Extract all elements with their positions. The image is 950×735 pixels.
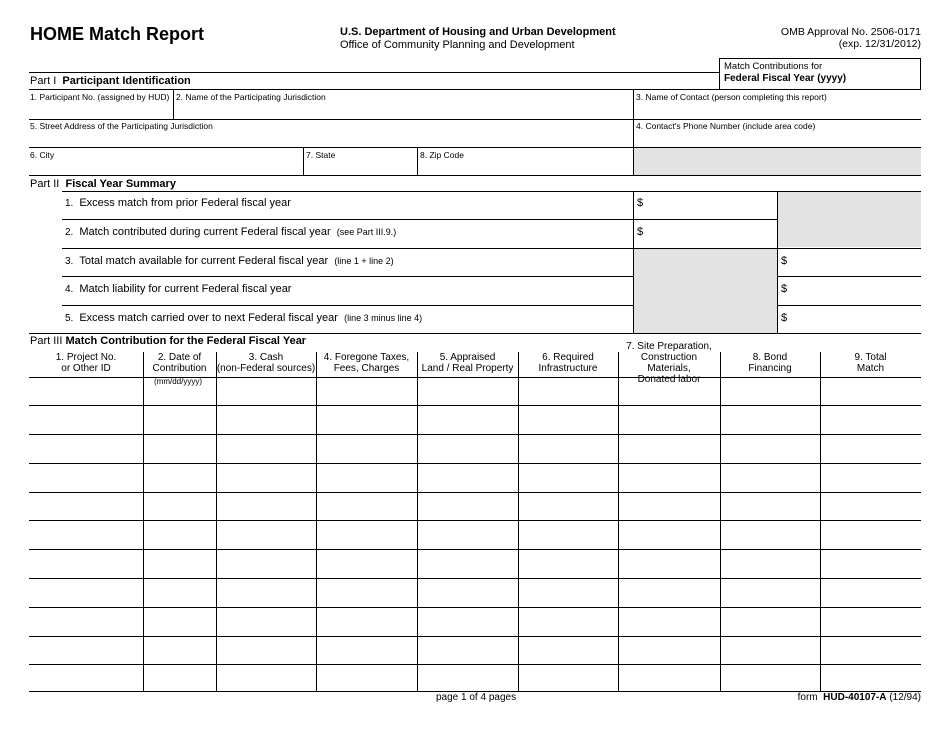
match-box-label: Match Contributions for: [724, 61, 823, 72]
column-header-5: 5. Appraised Land / Real Property: [421, 352, 514, 374]
summary-line-5-amount[interactable]: $: [781, 312, 788, 324]
street-address-field[interactable]: 5. Street Address of the Participating Jurisdiction: [30, 121, 213, 131]
summary-line-1: 1. Excess match from prior Federal fiscal year: [65, 197, 291, 209]
agency-line2: Office of Community Planning and Development: [340, 39, 575, 51]
column-header-4: 4. Foregone Taxes, Fees, Charges: [323, 352, 410, 374]
form-id: form HUD-40107-A (12/94): [797, 692, 921, 703]
omb-number: OMB Approval No. 2506-0171: [780, 26, 921, 38]
part2-label: Part II: [30, 178, 60, 190]
summary-line-4-amount[interactable]: $: [781, 283, 788, 295]
shaded-cell: [634, 148, 921, 175]
part2-header: [30, 178, 176, 190]
part1-header: [30, 75, 191, 87]
shaded-cell: [634, 249, 777, 333]
summary-line-2: 2. Match contributed during current Federal fiscal year (see Part III.9.): [65, 226, 397, 238]
column-header-8: 8. Bond Financing: [748, 352, 792, 374]
column-header-2: 2. Date of Contribution: [152, 352, 207, 374]
table-row[interactable]: [29, 607, 921, 608]
table-row[interactable]: [29, 434, 921, 435]
contact-phone-field[interactable]: 4. Contact's Phone Number (include area code): [636, 121, 816, 131]
column-header-1: 1. Project No. or Other ID: [55, 352, 117, 374]
agency-line1: U.S. Department of Housing and Urban Development: [340, 26, 616, 38]
part2-title: Fiscal Year Summary: [65, 178, 176, 190]
summary-line-3-amount[interactable]: $: [781, 255, 788, 267]
contact-name-field[interactable]: 3. Name of Contact (person completing this report): [636, 92, 827, 102]
part1-title: Participant Identification: [62, 75, 191, 87]
zip-code-field[interactable]: 8. Zip Code: [420, 150, 464, 160]
table-row[interactable]: [29, 664, 921, 665]
city-field[interactable]: 6. City: [30, 150, 55, 160]
summary-line-2-amount[interactable]: $: [637, 226, 644, 238]
summary-line-5: 5. Excess match carried over to next Federal fiscal year (line 3 minus line 4): [65, 312, 423, 324]
match-fiscal-year-box[interactable]: [719, 58, 921, 90]
part1-label: Part I: [30, 75, 57, 87]
jurisdiction-name-field[interactable]: 2. Name of the Participating Jurisdiction: [176, 92, 326, 102]
page-number: page 1 of 4 pages: [436, 692, 517, 703]
column-header-3: 3. Cash (non-Federal sources): [216, 352, 316, 374]
table-row[interactable]: [29, 578, 921, 579]
table-row[interactable]: [29, 636, 921, 637]
table-row[interactable]: [29, 463, 921, 464]
state-field[interactable]: 7. State: [306, 150, 336, 160]
column-header-7: 7. Site Preparation, Construction Materials, Donated labor: [626, 341, 712, 385]
summary-line-1-amount[interactable]: $: [637, 197, 644, 209]
omb-approval: [781, 26, 921, 50]
table-row[interactable]: [29, 549, 921, 550]
summary-line-3: 3. Total match available for current Federal fiscal year (line 1 + line 2): [65, 255, 394, 267]
summary-line-4: 4. Match liability for current Federal fiscal year: [65, 283, 292, 295]
date-format-hint: (mm/dd/yyyy): [154, 377, 202, 386]
part3-label: Part III: [30, 335, 63, 347]
table-row[interactable]: [29, 405, 921, 406]
match-box-fiscal-year-label: Federal Fiscal Year (yyyy): [724, 73, 847, 84]
agency-name: [340, 26, 616, 52]
omb-expiration: (exp. 12/31/2012): [838, 38, 921, 50]
table-row[interactable]: [29, 492, 921, 493]
form-title: HOME Match Report: [30, 24, 205, 44]
part3-header: [30, 335, 306, 347]
column-header-6: 6. Required Infrastructure: [538, 352, 598, 374]
table-row[interactable]: [29, 520, 921, 521]
column-header-9: 9. Total Match: [854, 352, 887, 374]
shaded-cell: [778, 192, 921, 247]
participant-number-field[interactable]: 1. Participant No. (assigned by HUD): [30, 92, 170, 102]
part3-title: Match Contribution for the Federal Fiscal Year: [65, 335, 307, 347]
